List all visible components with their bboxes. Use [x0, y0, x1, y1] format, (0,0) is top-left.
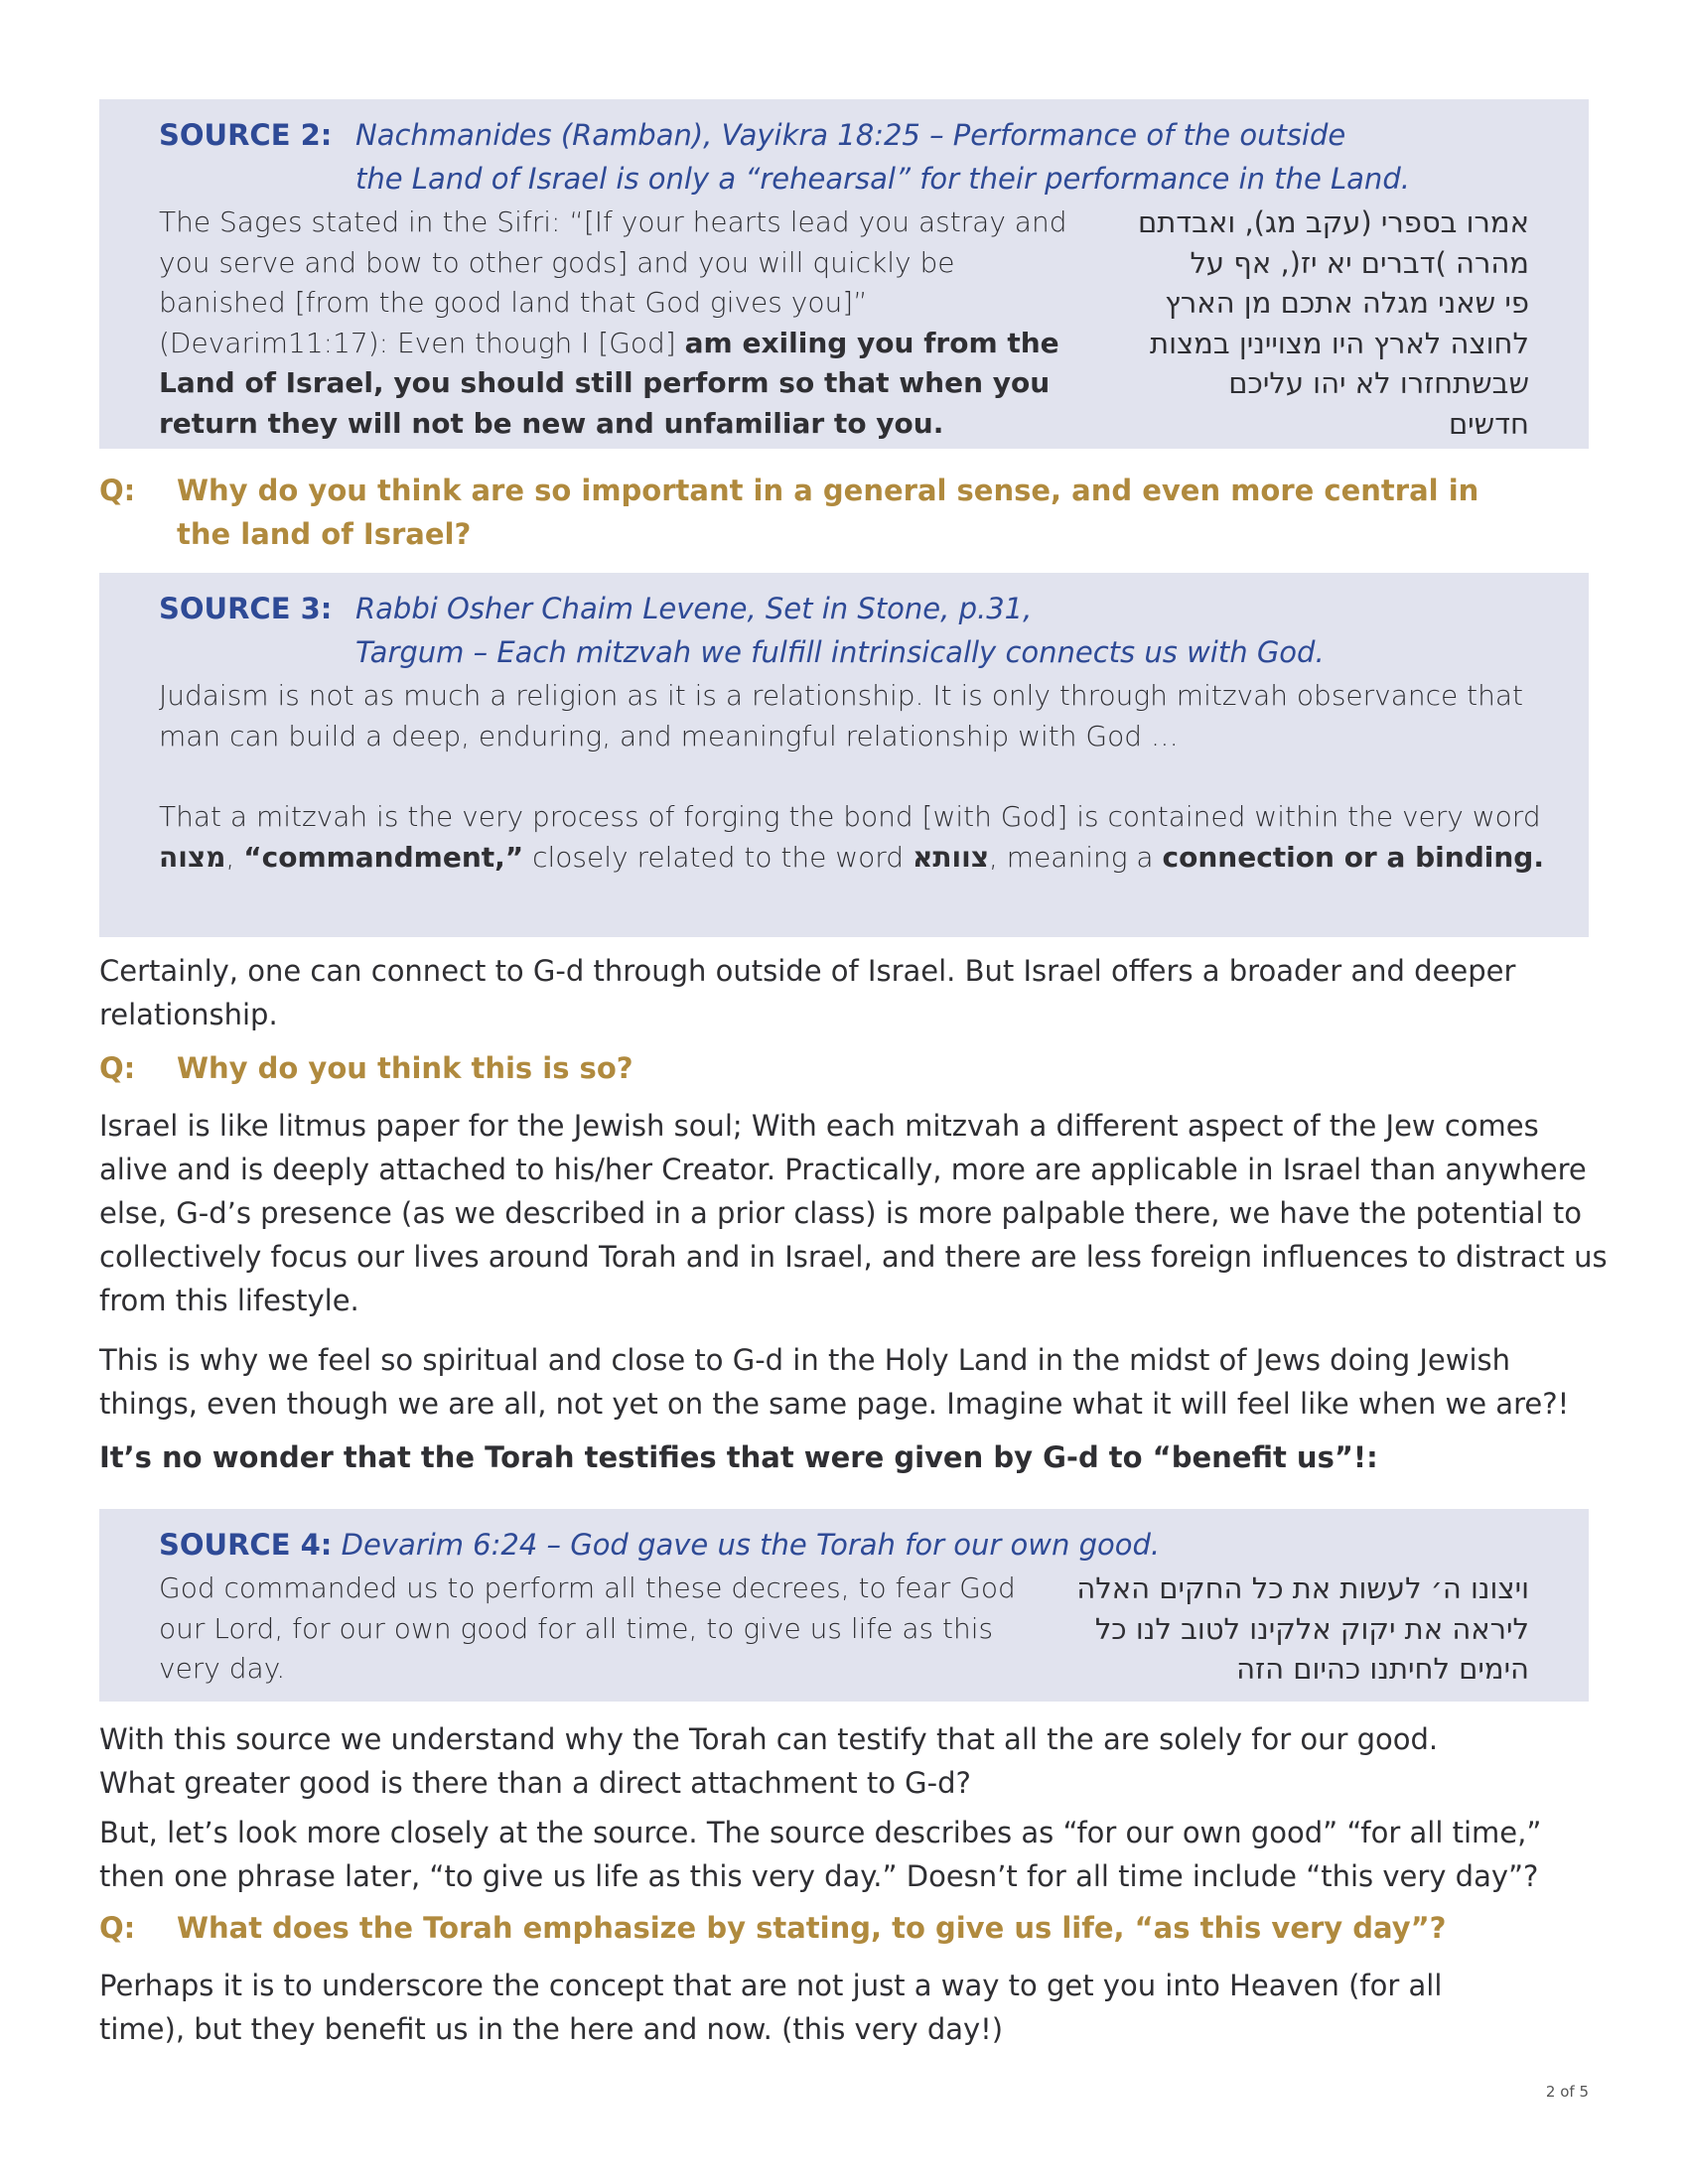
source-2-title-line2: the Land of Israel is only a “rehearsal” for their performance in the Land.	[355, 162, 1410, 196]
paragraph-no-wonder: It’s no wonder that the Torah testifies that were given by G-d to “benefit us”!:	[99, 1440, 1378, 1474]
source-2-hebrew	[1092, 203, 1529, 444]
hebrew-word-tzavta: צוותא	[912, 840, 989, 874]
source-2-text: The Sages stated in the Sifri: “[If your hearts lead you astray and you serve and bow to other gods] and you will quickly be banished [from the good land that God gives you]” (Devarim11:17): Even though I [God]	[159, 205, 1067, 359]
source-3-box	[99, 573, 1589, 937]
text: , meaning a	[989, 840, 1163, 874]
page-number: 2 of 5	[1545, 2083, 1589, 2101]
source-2-box	[99, 99, 1589, 449]
source-3-header	[159, 587, 1549, 669]
question-2	[99, 1046, 1589, 1090]
source-2-header	[159, 113, 1549, 196]
paragraph-spiritual: This is why we feel so spiritual and close to G-d in the Holy Land in the midst of Jews doing Jewish things, even though we are all, not yet on the same page. Imagine what it will feel like when we are?!	[99, 1343, 1570, 1421]
question-mark-label: Q:	[99, 1911, 136, 1945]
hebrew-line: ויצונו ה׳ לעשות את כל החקים האלה	[1076, 1571, 1529, 1605]
question-1	[99, 469, 1589, 558]
source-3-title-line2: Targum – Each mitzvah we fulfill intrinsically connects us with God.	[355, 635, 1325, 669]
source-4-title: Devarim 6:24 – God gave us the Torah for our own good.	[341, 1528, 1161, 1562]
paragraph-closer-look: But, let’s look more closely at the source. The source describes as “for our own good” “for all time,” then one phrase later, “to give us life as this very day.” Doesn’t for all time include “this very day”?	[99, 1816, 1542, 1893]
question-mark-label: Q:	[99, 1051, 136, 1085]
commandment-emphasis: “commandment,”	[243, 840, 524, 874]
text: ,	[225, 840, 244, 874]
source-4-english: God commanded us to perform all these decrees, to fear God our Lord, for our own good for all time, to give us life as this very day.	[159, 1571, 1016, 1685]
hebrew-line: הימים לחיתנו כהיום הזה	[1236, 1652, 1529, 1686]
source-2-english	[159, 203, 1072, 444]
question-2-text: Why do you think this is so?	[177, 1051, 633, 1085]
question-3-text: What does the Torah emphasize by stating, to give us life, “as this very day”?	[177, 1911, 1447, 1945]
source-2-title-line1: Nachmanides (Ramban), Vayikra 18:25 – Performance of the outside	[355, 118, 1346, 152]
paragraph-perhaps: Perhaps it is to underscore the concept that are not just a way to get you into Heaven (for all time), but they benefit us in the here and now. (this very day!)	[99, 1969, 1443, 2046]
text: That a mitzvah is the very process of forging the bond [with God] is contained within the very word	[159, 800, 1541, 833]
source-3-label: SOURCE 3:	[159, 592, 333, 625]
hebrew-line: מהרה )דברים יא יז(, אף על	[1190, 245, 1529, 280]
source-3-paragraph-1: Judaism is not as much a religion as it is a relationship. It is only through mitzvah observance that man can build a deep, enduring, and meaningful relationship with God …	[159, 679, 1523, 752]
source-4-label: SOURCE 4:	[159, 1528, 333, 1562]
hebrew-line: חדשים	[1448, 406, 1529, 441]
source-4-box	[99, 1509, 1589, 1702]
connection-emphasis: connection or a binding.	[1162, 840, 1544, 874]
question-3	[99, 1906, 1589, 1950]
hebrew-line: פי שאני מגלה אתכם מן הארץ	[1165, 286, 1529, 320]
source-3-paragraph-2	[159, 797, 1549, 878]
question-1-text: Why do you think are so important in a general sense, and even more central in the land of Israel?	[177, 474, 1479, 551]
hebrew-word-mitzvah: מצוה	[159, 840, 226, 874]
text: closely related to the word	[523, 840, 913, 874]
source-2-label: SOURCE 2:	[159, 118, 333, 152]
source-4-header	[159, 1523, 1549, 1567]
paragraph-certainly: Certainly, one can connect to G-d through outside of Israel. But Israel offers a broader and deeper relationship.	[99, 954, 1516, 1031]
question-mark-label: Q:	[99, 474, 136, 507]
paragraph-with-source: With this source we understand why the Torah can testify that all the are solely for our good. What greater good is there than a direct attachment to G-d?	[99, 1722, 1439, 1800]
source-2-emphasis: am exiling you from the Land of Israel, you should still perform so that when you return they will not be new and unfamiliar to you.	[159, 326, 1059, 440]
source-4-hebrew	[1013, 1569, 1529, 1690]
source-3-title-line1: Rabbi Osher Chaim Levene, Set in Stone, p.31,	[355, 592, 1033, 625]
hebrew-line: לחוצה לארץ היו מצויינין במצות	[1150, 326, 1529, 360]
hebrew-line: ליראה את יקוק אלקינו לטוב לנו כל	[1094, 1611, 1529, 1646]
hebrew-line: שבשתחזרו לא יהו עליכם	[1228, 366, 1529, 400]
hebrew-line: אמרו בספרי (עקב מג), ואבדתם	[1138, 205, 1529, 239]
paragraph-israel: Israel is like litmus paper for the Jewish soul; With each mitzvah a different aspect of the Jew comes alive and is deeply attached to his/her Creator. Practically, more are applicable in Israel than anywhere else, G-d’s presence (as we described in a prior class) is more palpable there, we have the potential to collectively focus our lives around Torah and in Israel, and there are less foreign influences to distract us from this lifestyle.	[99, 1109, 1608, 1317]
